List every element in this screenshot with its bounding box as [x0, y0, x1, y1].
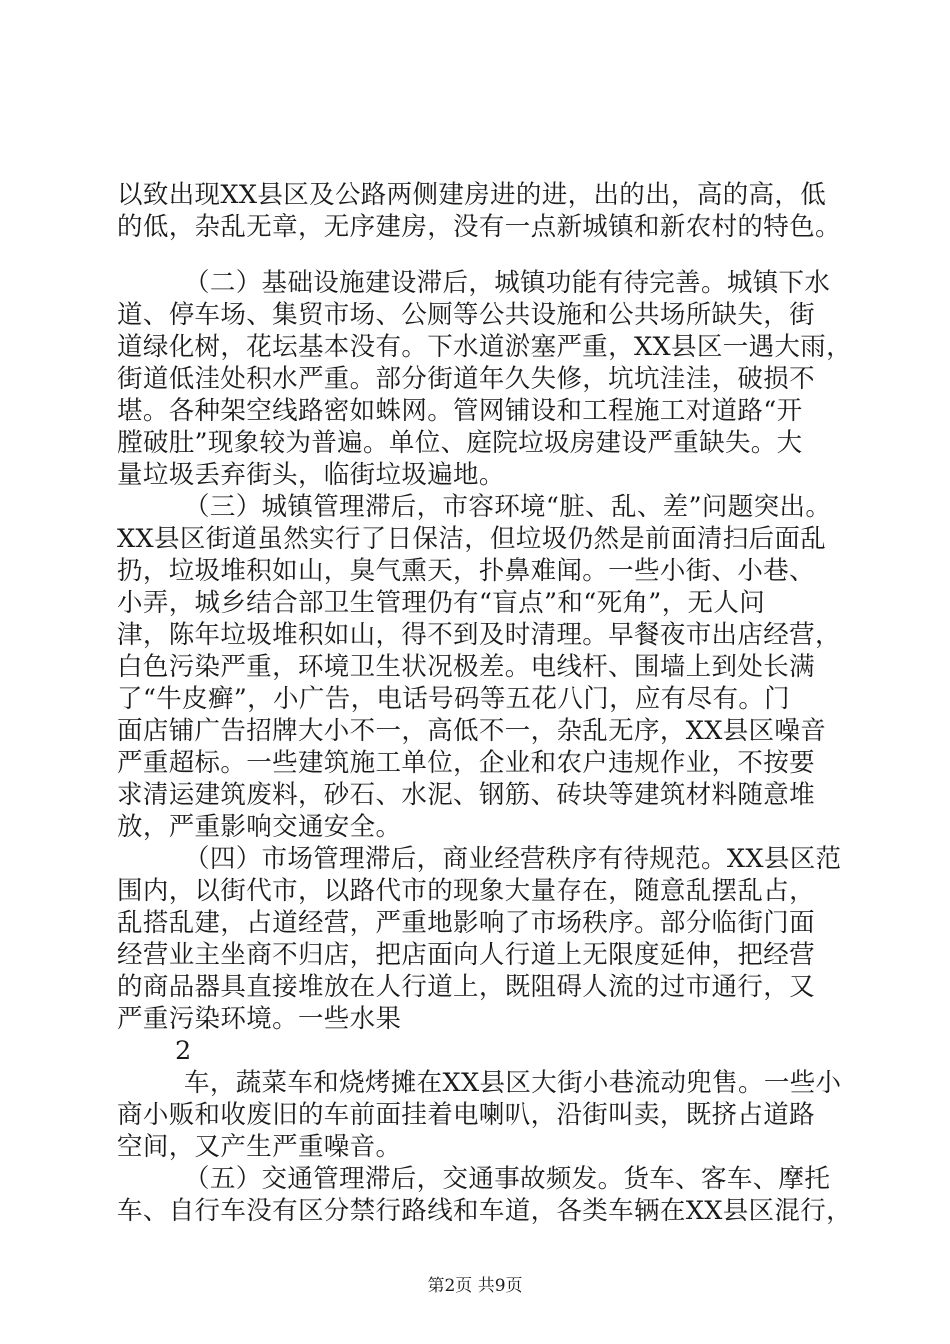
text-line: 道绿化树，花坛基本没有。下水道淤塞严重，XX县区一遇大雨，: [117, 332, 852, 362]
text-line: 空间，又产生严重噪音。: [117, 1132, 402, 1162]
text-line: 乱搭乱建，占道经营，严重地影响了市场秩序。部分临街门面: [117, 908, 815, 938]
text-line: 严重超标。一些建筑施工单位，企业和农户违规作业，不按要: [117, 748, 815, 778]
text-line: 围内，以街代市，以路代市的现象大量存在，随意乱摆乱占，: [117, 876, 815, 906]
text-line: 放，严重影响交通安全。: [117, 812, 402, 842]
text-line: 白色污染严重，环境卫生状况极差。电线杆、围墙上到处长满: [117, 652, 815, 682]
inline-page-number: 2: [175, 1036, 192, 1066]
text-line: 面店铺广告招牌大小不一，高低不一，杂乱无序，XX县区噪音: [117, 716, 827, 746]
text-line: 小弄，城乡结合部卫生管理仍有“盲点”和“死角”，无人问: [117, 588, 766, 618]
text-line: 求清运建筑废料，砂石、水泥、钢筋、砖块等建筑材料随意堆: [117, 780, 815, 810]
text-line: 的低，杂乱无章，无序建房，没有一点新城镇和新农村的特色。: [117, 212, 841, 242]
text-line: 的商品器具直接堆放在人行道上，既阻碍人流的过市通行，又: [117, 972, 815, 1002]
text-line: （四）市场管理滞后，商业经营秩序有待规范。XX县区范: [184, 844, 842, 874]
text-line: 车、自行车没有区分禁行路线和车道，各类车辆在XX县区混行，: [117, 1196, 852, 1226]
text-line: （二）基础设施建设滞后，城镇功能有待完善。城镇下水: [184, 268, 831, 298]
text-line: 道、停车场、集贸市场、公厕等公共设施和公共场所缺失，街: [117, 300, 815, 330]
text-line: 津，陈年垃圾堆积如山，得不到及时清理。早餐夜市出店经营，: [117, 620, 841, 650]
text-line: 堪。各种架空线路密如蛛网。管网铺设和工程施工对道路“开: [117, 396, 803, 426]
text-line: 经营业主坐商不归店，把店面向人行道上无限度延伸，把经营: [117, 940, 815, 970]
text-line: 扔，垃圾堆积如山，臭气熏天，扑鼻难闻。一些小街、小巷、: [117, 556, 815, 586]
text-line: 了“牛皮癣”，小广告，电话号码等五花八门，应有尽有。门: [117, 684, 791, 714]
text-line: 以致出现XX县区及公路两侧建房进的进，出的出，高的高，低: [117, 180, 827, 210]
text-line: 街道低洼处积水严重。部分街道年久失修，坑坑洼洼，破损不: [117, 364, 815, 394]
page-footer: 第2页 共9页: [427, 1276, 523, 1296]
text-line: 车，蔬菜车和烧烤摊在XX县区大街小巷流动兜售。一些小: [184, 1068, 842, 1098]
text-line: 严重污染环境。一些水果: [117, 1004, 402, 1034]
text-line: 量垃圾丢弃街头，临街垃圾遍地。: [117, 460, 505, 490]
text-line: 商小贩和收废旧的车前面挂着电喇叭，沿街叫卖，既挤占道路: [117, 1100, 815, 1130]
text-line: XX县区街道虽然实行了日保洁，但垃圾仍然是前面清扫后面乱: [117, 524, 827, 554]
text-line: 膛破肚”现象较为普遍。单位、庭院垃圾房建设严重缺失。大: [117, 428, 803, 458]
text-line: （三）城镇管理滞后，市容环境“脏、乱、差”问题突出。: [184, 492, 832, 522]
text-line: （五）交通管理滞后，交通事故频发。货车、客车、摩托: [184, 1164, 831, 1194]
